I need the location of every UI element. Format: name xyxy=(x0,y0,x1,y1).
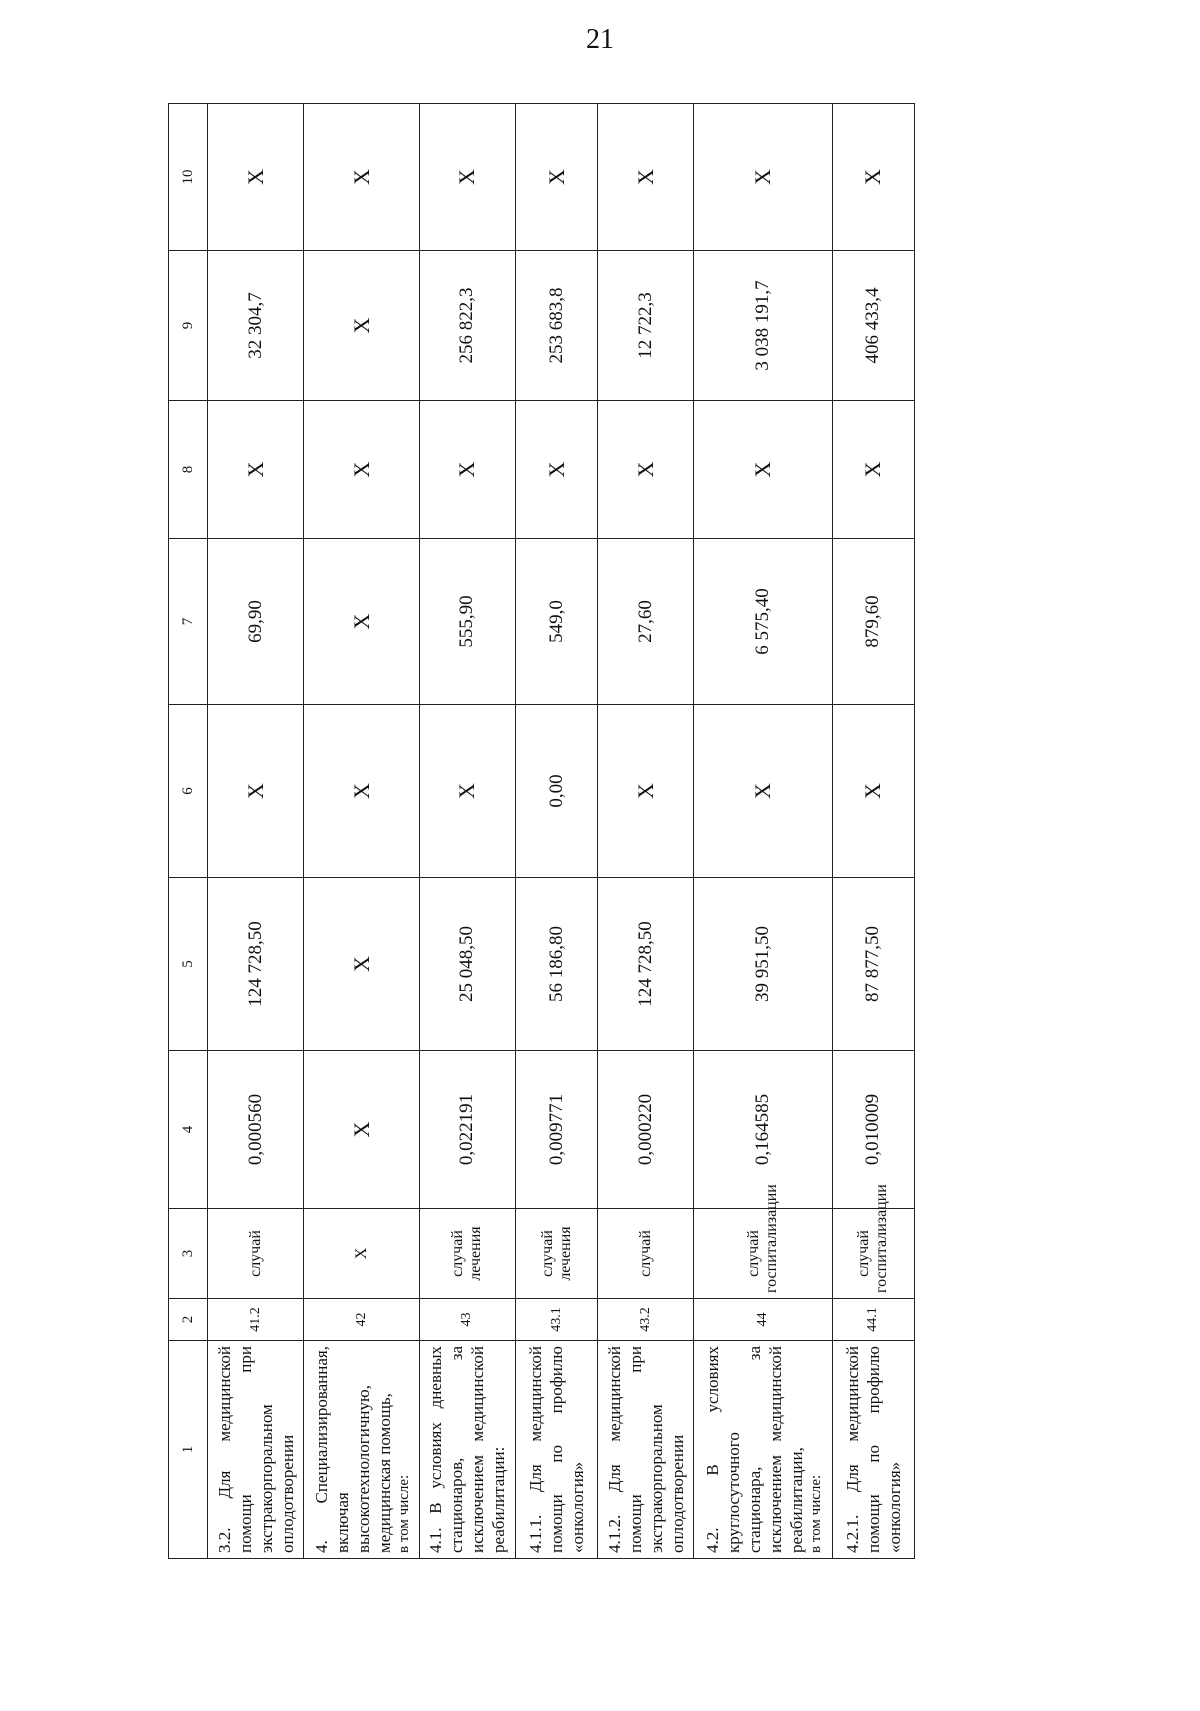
row-name-cell: 4.1.1. Для медицинской помощи по профилю «онкология» xyxy=(516,1341,598,1559)
row-name-cell: 4.1. В условиях дневных стационаров, за исключением медицинской реабилитации: xyxy=(419,1341,515,1559)
col-header: 1 xyxy=(169,1341,208,1559)
cell-col-7: Х xyxy=(304,539,420,705)
cell-col-6: Х xyxy=(694,705,832,878)
col-header: 10 xyxy=(169,104,208,251)
col-header: 7 xyxy=(169,539,208,705)
cell-col-9: 32 304,7 xyxy=(208,251,304,401)
page-number: 21 xyxy=(586,24,614,55)
cell-col-8: Х xyxy=(208,401,304,539)
table-row xyxy=(832,104,914,1559)
cell-col-10: Х xyxy=(516,104,598,251)
cell-col-8: Х xyxy=(419,401,515,539)
row-code-cell: 43.2 xyxy=(598,1299,694,1341)
cell-col-8: Х xyxy=(304,401,420,539)
cell-col-10: Х xyxy=(208,104,304,251)
cell-col-9: 3 038 191,7 xyxy=(694,251,832,401)
row-code-cell: 42 xyxy=(304,1299,420,1341)
table-row xyxy=(208,104,304,1559)
table-row xyxy=(694,104,832,1559)
row-name-cell: 4.2. В условиях круглосуточного стационара, за исключением медицинской реабилитации, в том числе: xyxy=(694,1341,832,1559)
row-unit-cell: случай госпитализации xyxy=(694,1209,832,1299)
row-unit-cell: случай госпитализации xyxy=(832,1209,914,1299)
cell-col-5: 25 048,50 xyxy=(419,878,515,1051)
table-row xyxy=(419,104,515,1559)
row-code-cell: 43.1 xyxy=(516,1299,598,1341)
cell-col-4: 0,164585 xyxy=(694,1051,832,1209)
col-header: 3 xyxy=(169,1209,208,1299)
cell-col-7: 555,90 xyxy=(419,539,515,705)
row-name-cell: 4.1.2. Для медицинской помощи при экстракорпоральном оплодотворении xyxy=(598,1341,694,1559)
table-row xyxy=(598,104,694,1559)
col-header: 4 xyxy=(169,1051,208,1209)
cell-col-10: Х xyxy=(304,104,420,251)
cell-col-5: 124 728,50 xyxy=(208,878,304,1051)
cell-col-6: Х xyxy=(208,705,304,878)
col-header: 8 xyxy=(169,401,208,539)
col-header: 6 xyxy=(169,705,208,878)
cell-col-4: 0,000560 xyxy=(208,1051,304,1209)
row-code-cell: 43 xyxy=(419,1299,515,1341)
cell-col-7: 69,90 xyxy=(208,539,304,705)
cell-col-6: 0,00 xyxy=(516,705,598,878)
col-header: 9 xyxy=(169,251,208,401)
cell-col-4: Х xyxy=(304,1051,420,1209)
row-code-cell: 41.2 xyxy=(208,1299,304,1341)
cell-col-5: 124 728,50 xyxy=(598,878,694,1051)
cell-col-6: Х xyxy=(598,705,694,878)
data-table xyxy=(168,103,915,1559)
cell-col-4: 0,000220 xyxy=(598,1051,694,1209)
cell-col-6: Х xyxy=(832,705,914,878)
cell-col-7: 549,0 xyxy=(516,539,598,705)
cell-col-9: Х xyxy=(304,251,420,401)
cell-col-8: Х xyxy=(516,401,598,539)
cell-col-10: Х xyxy=(419,104,515,251)
cell-col-8: Х xyxy=(694,401,832,539)
cell-col-4: 0,010009 xyxy=(832,1051,914,1209)
cell-col-8: Х xyxy=(598,401,694,539)
cell-col-7: 879,60 xyxy=(832,539,914,705)
row-code-cell: 44 xyxy=(694,1299,832,1341)
row-unit-cell: Х xyxy=(304,1209,420,1299)
cell-col-9: 256 822,3 xyxy=(419,251,515,401)
cell-col-5: 39 951,50 xyxy=(694,878,832,1051)
cell-col-9: 253 683,8 xyxy=(516,251,598,401)
col-header: 5 xyxy=(169,878,208,1051)
table-row xyxy=(304,104,420,1559)
table-row xyxy=(516,104,598,1559)
rotated-table xyxy=(168,104,915,1559)
cell-col-6: Х xyxy=(304,705,420,878)
cell-col-9: 12 722,3 xyxy=(598,251,694,401)
cell-col-10: Х xyxy=(598,104,694,251)
col-header: 2 xyxy=(169,1299,208,1341)
header-row xyxy=(169,104,208,1559)
row-name-cell: 3.2. Для медицинской помощи при экстракорпоральном оплодотворении xyxy=(208,1341,304,1559)
row-name-cell: 4. Специализированная, включая высокотехнологичную, медицинская помощь, в том числе: xyxy=(304,1341,420,1559)
cell-col-4: 0,022191 xyxy=(419,1051,515,1209)
cell-col-5: 56 186,80 xyxy=(516,878,598,1051)
row-unit-cell: случай xyxy=(598,1209,694,1299)
cell-col-7: 27,60 xyxy=(598,539,694,705)
cell-col-7: 6 575,40 xyxy=(694,539,832,705)
cell-col-6: Х xyxy=(419,705,515,878)
row-unit-cell: случай лечения xyxy=(516,1209,598,1299)
cell-col-10: Х xyxy=(832,104,914,251)
cell-col-5: 87 877,50 xyxy=(832,878,914,1051)
cell-col-4: 0,009771 xyxy=(516,1051,598,1209)
cell-col-5: Х xyxy=(304,878,420,1051)
row-unit-cell: случай лечения xyxy=(419,1209,515,1299)
row-code-cell: 44.1 xyxy=(832,1299,914,1341)
row-name-cell: 4.2.1. Для медицинской помощи по профилю «онкология» xyxy=(832,1341,914,1559)
cell-col-8: Х xyxy=(832,401,914,539)
cell-col-10: Х xyxy=(694,104,832,251)
cell-col-9: 406 433,4 xyxy=(832,251,914,401)
row-unit-cell: случай xyxy=(208,1209,304,1299)
